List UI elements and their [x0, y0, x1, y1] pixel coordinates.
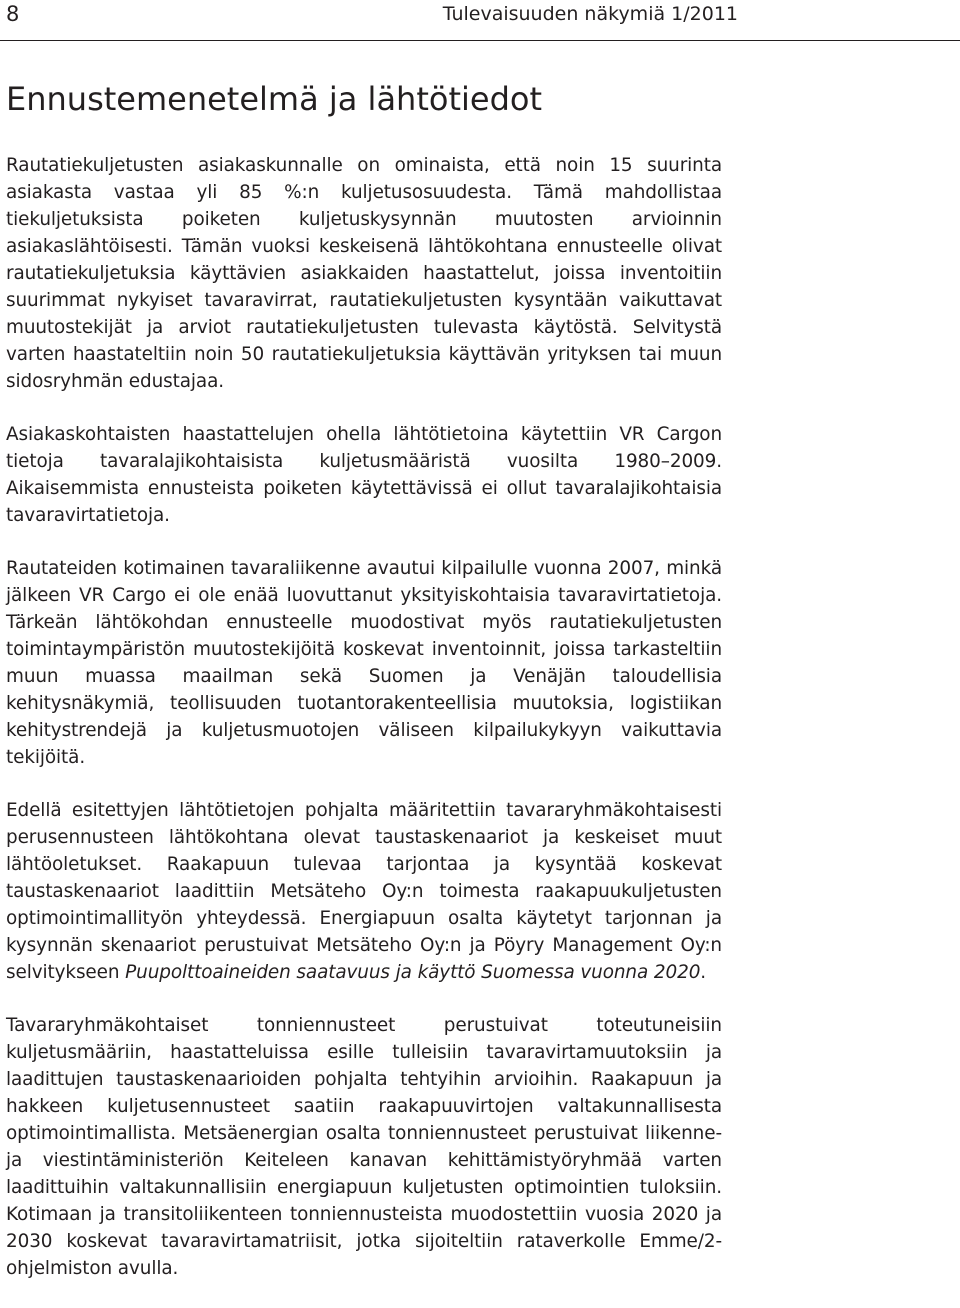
- paragraph-4: [6, 797, 722, 986]
- paragraph-3: Rautateiden kotimainen tavaraliikenne avautui kilpailulle vuonna 2007, minkä jälkeen VR Cargo ei ole enää luovuttanut yksityiskohtaisia tavaravirtatietoja. Tärkeän lähtökohdan ennusteelle muodostivat myös rautatiekuljetusten toimintaympäristön muutostekijöitä koskevat inventoinnit, joissa tarkasteltiin muun muassa maailman sekä Suomen ja Venäjän taloudellisia kehitysnäkymiä, teollisuuden tuotantorakenteellisia muutoksia, logistiikan kehitystrendejä ja kuljetusmuotojen väliseen kilpailukykyyn vaikuttavia tekijöitä.: [6, 558, 722, 768]
- paragraph-2: Asiakaskohtaisten haastattelujen ohella lähtötietoina käytettiin VR Cargon tietoja tavaralajikohtaisista kuljetusmääristä vuosilta 1980–2009. Aikaisemmista ennusteista poiketen käytettävissä ei ollut tavaralajikohtaisia tavaravirtatietoja.: [6, 424, 722, 526]
- paragraph-4-end: .: [700, 962, 707, 983]
- page-number: 8: [6, 2, 20, 26]
- section-title: Ennustemenetelmä ja lähtötiedot: [6, 80, 543, 118]
- article-body: [6, 152, 722, 1308]
- paragraph-4-text: Edellä esitettyjen lähtötietojen pohjalta määritettiin tavararyhmäkohtaisesti perusennusteen lähtökohtana olevat taustaskenaariot ja keskeiset muut lähtöoletukset. Raakapuun tulevaa tarjontaa ja kysyntää koskevat taustaskenaariot laadittiin Metsäteho Oy:n toimesta raakapuukuljetusten optimointimallityön yhteydessä. Energiapuun osalta käytetyt tarjonnan ja kysynnän skenaariot perustuivat Metsäteho Oy:n ja Pöyry Management Oy:n selvitykseen: [6, 800, 722, 983]
- publication-title: Tulevaisuuden näkymiä 1/2011: [442, 3, 738, 25]
- paragraph-1: Rautatiekuljetusten asiakaskunnalle on ominaista, että noin 15 suurinta asiakasta vastaa yli 85 %:n kuljetusosuudesta. Tämä mahdollistaa tiekuljetuksista poiketen kuljetuskysynnän muutosten arvioinnin asiakaslähtöisesti. Tämän vuoksi keskeisenä lähtökohtana ennusteelle olivat rautatiekuljetuksia käyttävien asiakkaiden haastattelut, joissa inventoitiin suurimmat nykyiset tavaravirrat, rautatiekuljetusten kysyntään vaikuttavat muutostekijät ja arviot rautatiekuljetusten tulevasta käytöstä. Selvitystä varten haastateltiin noin 50 rautatiekuljetuksia käyttävän yrityksen tai muun sidosryhmän edustajaa.: [6, 155, 722, 392]
- report-title-italic: Puupolttoaineiden saatavuus ja käyttö Suomessa vuonna 2020: [125, 962, 701, 983]
- page-header: [0, 0, 960, 41]
- paragraph-5: Tavararyhmäkohtaiset tonniennusteet perustuivat toteutuneisiin kuljetusmääriin, haastatteluissa esille tulleisiin tavaravirtamuutoksiin ja laadittujen taustaskenaarioiden pohjalta tehtyihin arvioihin. Raakapuun ja hakkeen kuljetusennusteet saatiin raakapuuvirtojen valtakunnallisesta optimointimallista. Metsäenergian osalta tonniennusteet perustuivat liikenne- ja viestintäministeriön Keiteleen kanavan kehittämistyöryhmää varten laadittuihin valtakunnallisiin energiapuun kuljetusten optimointien tuloksiin. Kotimaan ja transitoliikenteen tonniennusteista muodostettiin vuosia 2020 ja 2030 koskevat tavaravirtamatriisit, jotka sijoiteltiin rataverkolle Emme/2-ohjelmiston avulla.: [6, 1015, 722, 1279]
